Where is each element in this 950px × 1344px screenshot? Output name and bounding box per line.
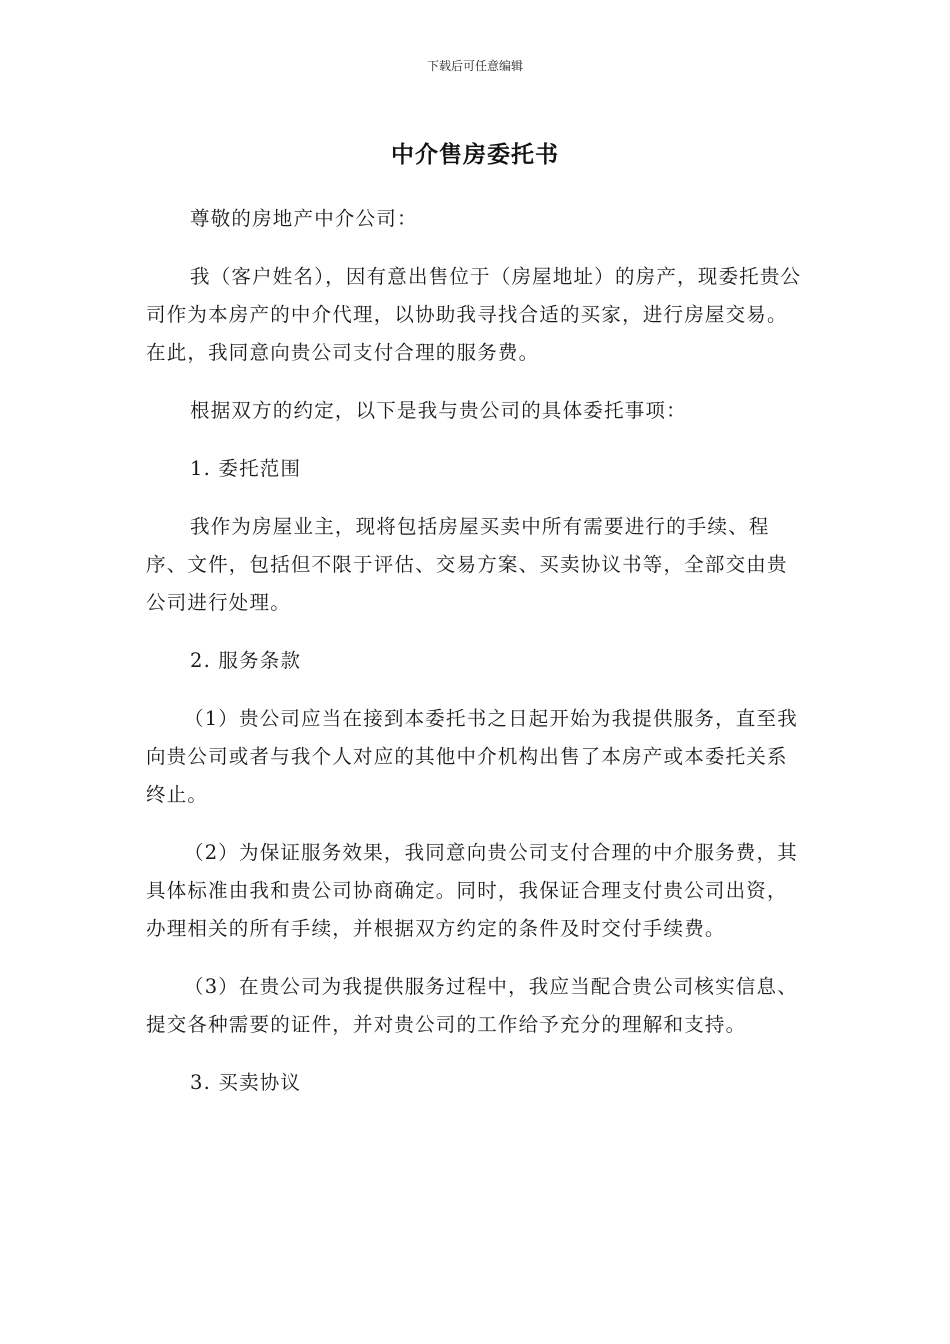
intro-paragraph: 我（客户姓名），因有意出售位于（房屋地址）的房产，现委托贵公司作为本房产的中介代理，以协助我寻找合适的买家，进行房屋交易。在此，我同意向贵公司支付合理的服务费。 [146, 265, 802, 364]
document-body [146, 200, 806, 1122]
terms-clause-3: （3）在贵公司为我提供服务过程中，我应当配合贵公司核实信息、提交各种需要的证件，并对贵公司的工作给予充分的理解和支持。 [146, 975, 798, 1036]
header-note: 下载后可任意编辑 [426, 59, 523, 73]
terms-clause-2: （2）为保证服务效果，我同意向贵公司支付合理的中介服务费，其具体标准由我和贵公司协商确定。同时，我保证合理支付贵公司出资，办理相关的所有手续，并根据双方约定的条件及时交付手续费。 [146, 841, 798, 940]
section-paragraph-scope: 我作为房屋业主，现将包括房屋买卖中所有需要进行的手续、程序、文件，包括但不限于评估、交易方案、买卖协议书等，全部交由贵公司进行处理。 [146, 515, 788, 614]
section-heading-terms: 2. 服务条款 [190, 649, 302, 672]
terms-clause-1: （1）贵公司应当在接到本委托书之日起开始为我提供服务，直至我向贵公司或者与我个人对应的其他中介机构出售了本房产或本委托关系终止。 [146, 707, 798, 806]
salutation: 尊敬的房地产中介公司： [190, 207, 418, 230]
section-heading-agreement: 3. 买卖协议 [190, 1071, 302, 1094]
agreement-lead: 根据双方的约定，以下是我与贵公司的具体委托事项： [190, 399, 687, 422]
section-heading-scope: 1. 委托范围 [190, 457, 302, 480]
document-title: 中介售房委托书 [391, 142, 559, 168]
